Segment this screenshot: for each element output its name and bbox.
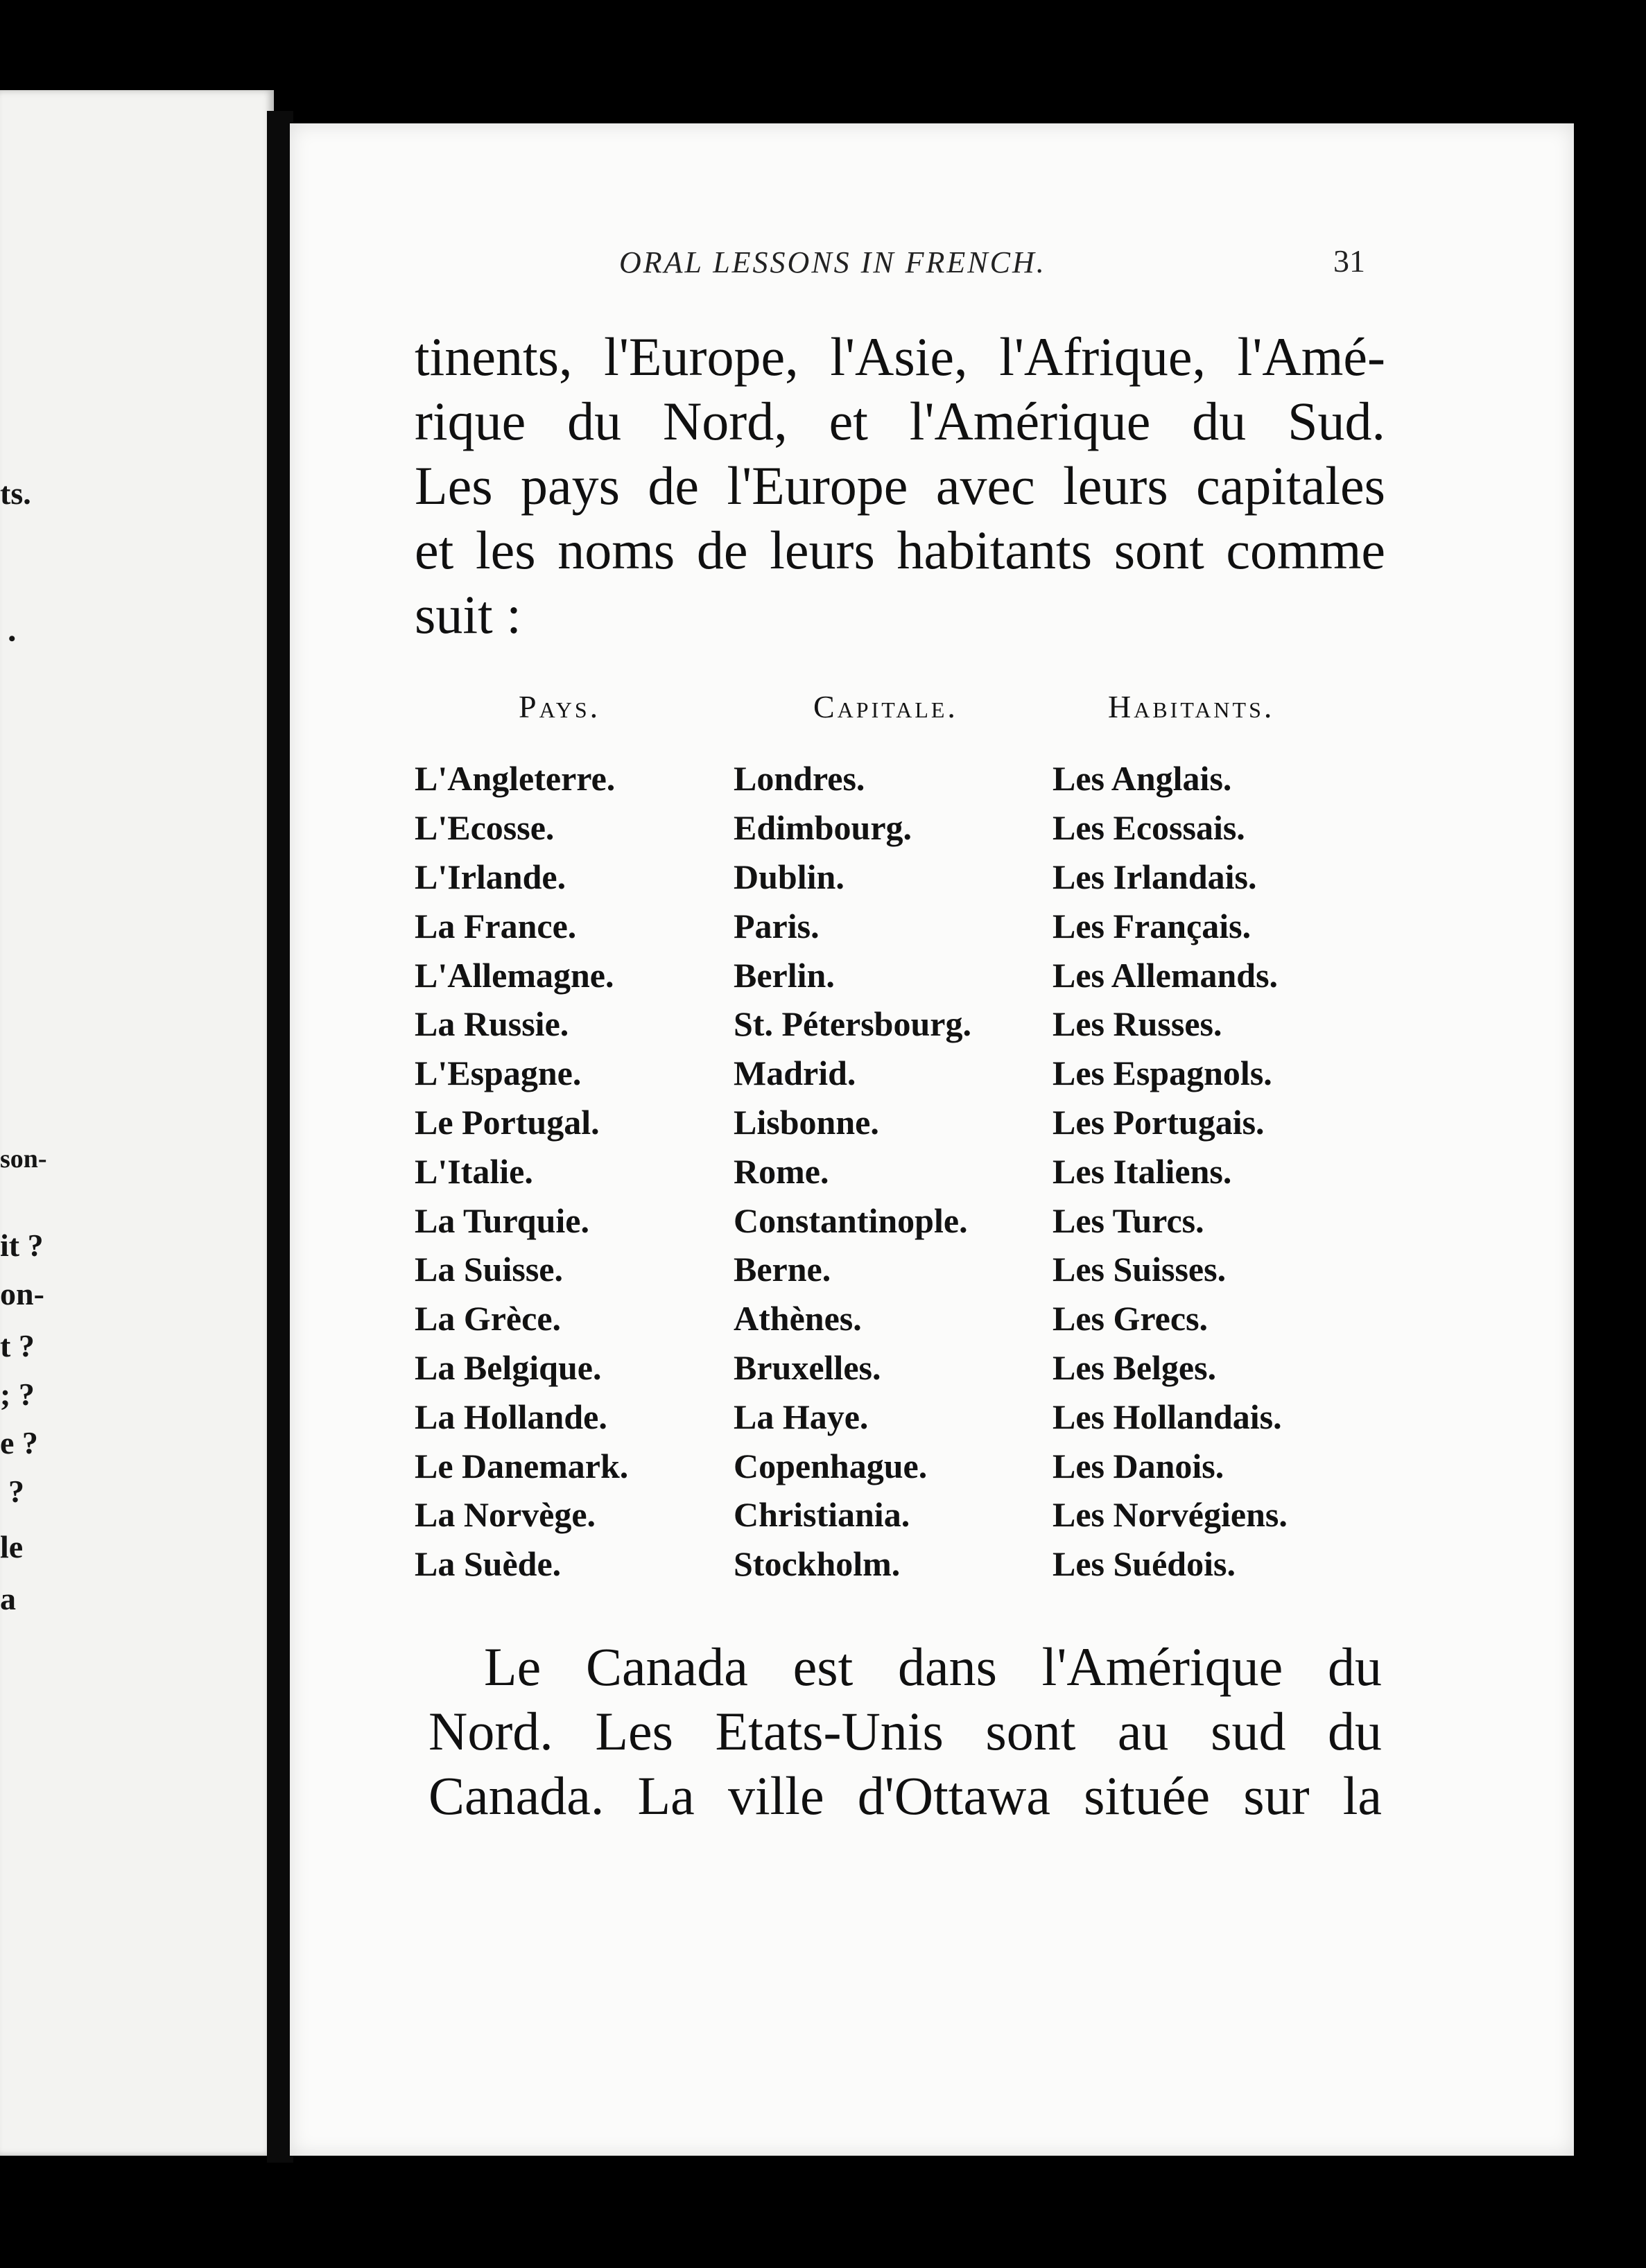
table-row	[415, 1539, 1330, 1589]
column-header-capitale: Capitale.	[813, 689, 958, 724]
page-number: 31	[1333, 243, 1365, 279]
country-cell: La France.	[415, 906, 577, 945]
text-line: rique du Nord, et l'Amérique du Sud.	[415, 391, 1385, 451]
table-row	[415, 1000, 1330, 1049]
table-row	[415, 901, 1330, 950]
table-row	[415, 803, 1330, 853]
left-fragment: e ?	[0, 1425, 38, 1460]
left-page	[0, 90, 274, 2156]
country-cell: Le Danemark.	[415, 1446, 629, 1485]
inhabitants-cell: Les Belges.	[1052, 1347, 1217, 1387]
country-cell: La Hollande.	[415, 1397, 607, 1436]
table-row	[415, 1392, 1330, 1441]
inhabitants-cell: Les Français.	[1052, 906, 1251, 945]
country-cell: L'Angleterre.	[415, 759, 616, 799]
table-row	[415, 1343, 1330, 1393]
table-row	[415, 853, 1330, 902]
inhabitants-cell: Les Danois.	[1052, 1446, 1224, 1485]
text-line: suit :	[415, 584, 521, 645]
country-cell: La Suisse.	[415, 1250, 563, 1289]
inhabitants-cell: Les Italiens.	[1052, 1151, 1232, 1191]
table-row	[415, 1294, 1330, 1343]
text-line: et les noms de leurs habitants sont comme	[415, 520, 1385, 580]
left-fragment: it ?	[0, 1228, 44, 1263]
left-fragment: son-	[0, 1144, 47, 1174]
left-fragment: a	[0, 1581, 16, 1616]
left-fragment: •	[8, 627, 16, 650]
table-row	[415, 1098, 1330, 1147]
inhabitants-cell: Les Portugais.	[1052, 1102, 1265, 1142]
running-head: ORAL LESSONS IN FRENCH.	[619, 245, 1046, 279]
paragraph-intro	[415, 324, 1385, 647]
column-header-habitants: Habitants.	[1108, 689, 1275, 724]
inhabitants-cell: Les Espagnols.	[1052, 1054, 1272, 1093]
paragraph-canada	[428, 1634, 1382, 1828]
left-fragment: t ?	[0, 1328, 35, 1363]
text-line: Le Canada est dans l'Amérique du	[484, 1637, 1382, 1697]
capital-cell: La Haye.	[734, 1397, 869, 1436]
capital-cell: Berne.	[734, 1250, 831, 1289]
country-cell: L'Allemagne.	[415, 955, 614, 995]
capital-cell: Lisbonne.	[734, 1102, 879, 1142]
table-row	[415, 1196, 1330, 1245]
country-table	[415, 754, 1330, 1589]
inhabitants-cell: Les Norvégiens.	[1052, 1495, 1288, 1535]
capital-cell: Christiania.	[734, 1495, 910, 1535]
inhabitants-cell: Les Russes.	[1052, 1004, 1222, 1044]
capital-cell: Bruxelles.	[734, 1347, 881, 1387]
country-cell: La Russie.	[415, 1004, 569, 1044]
left-fragment: on-	[0, 1276, 44, 1311]
table-row	[415, 1146, 1330, 1196]
country-cell: L'Italie.	[415, 1151, 533, 1191]
capital-cell: Berlin.	[734, 955, 835, 995]
capital-cell: Paris.	[734, 906, 820, 945]
text-line: Canada. La ville d'Ottawa située sur la	[428, 1765, 1382, 1826]
country-cell: La Norvège.	[415, 1495, 596, 1535]
table-row	[415, 754, 1330, 803]
left-fragment: ; ?	[0, 1377, 35, 1412]
capital-cell: Dublin.	[734, 857, 844, 896]
inhabitants-cell: Les Turcs.	[1052, 1201, 1204, 1240]
capital-cell: Athènes.	[734, 1299, 862, 1338]
capital-cell: St. Pétersbourg.	[734, 1004, 971, 1044]
capital-cell: Rome.	[734, 1151, 829, 1191]
country-cell: La Suède.	[415, 1544, 562, 1584]
capital-cell: Londres.	[734, 759, 865, 799]
text-line: tinents, l'Europe, l'Asie, l'Afrique, l'Amé-	[415, 326, 1385, 387]
table-row	[415, 1245, 1330, 1294]
table-row	[415, 1490, 1330, 1539]
inhabitants-cell: Les Irlandais.	[1052, 857, 1257, 896]
country-cell: La Belgique.	[415, 1347, 602, 1387]
capital-cell: Constantinople.	[734, 1201, 968, 1240]
country-cell: Le Portugal.	[415, 1102, 600, 1142]
capital-cell: Stockholm.	[734, 1544, 901, 1584]
country-cell: La Turquie.	[415, 1201, 590, 1240]
country-cell: La Grèce.	[415, 1299, 562, 1338]
inhabitants-cell: Les Hollandais.	[1052, 1397, 1282, 1436]
capital-cell: Copenhague.	[734, 1446, 928, 1485]
country-cell: L'Irlande.	[415, 857, 566, 896]
capital-cell: Madrid.	[734, 1054, 856, 1093]
inhabitants-cell: Les Suédois.	[1052, 1544, 1236, 1584]
inhabitants-cell: Les Ecossais.	[1052, 808, 1245, 848]
inhabitants-cell: Les Suisses.	[1052, 1250, 1227, 1289]
right-page	[290, 123, 1574, 2156]
table-row	[415, 1441, 1330, 1490]
text-line: Nord. Les Etats-Unis sont au sud du	[428, 1701, 1382, 1761]
left-fragment: ?	[8, 1474, 24, 1509]
country-cell: L'Ecosse.	[415, 808, 555, 848]
table-row	[415, 1049, 1330, 1098]
country-cell: L'Espagne.	[415, 1054, 582, 1093]
left-fragment: le	[0, 1529, 24, 1564]
text-line: Les pays de l'Europe avec leurs capitales	[415, 455, 1385, 516]
table-row	[415, 950, 1330, 1000]
inhabitants-cell: Les Anglais.	[1052, 759, 1232, 799]
capital-cell: Edimbourg.	[734, 808, 912, 848]
inhabitants-cell: Les Allemands.	[1052, 955, 1279, 995]
inhabitants-cell: Les Grecs.	[1052, 1299, 1208, 1338]
column-header-pays: Pays.	[519, 689, 601, 724]
left-fragment: ts.	[0, 476, 31, 511]
